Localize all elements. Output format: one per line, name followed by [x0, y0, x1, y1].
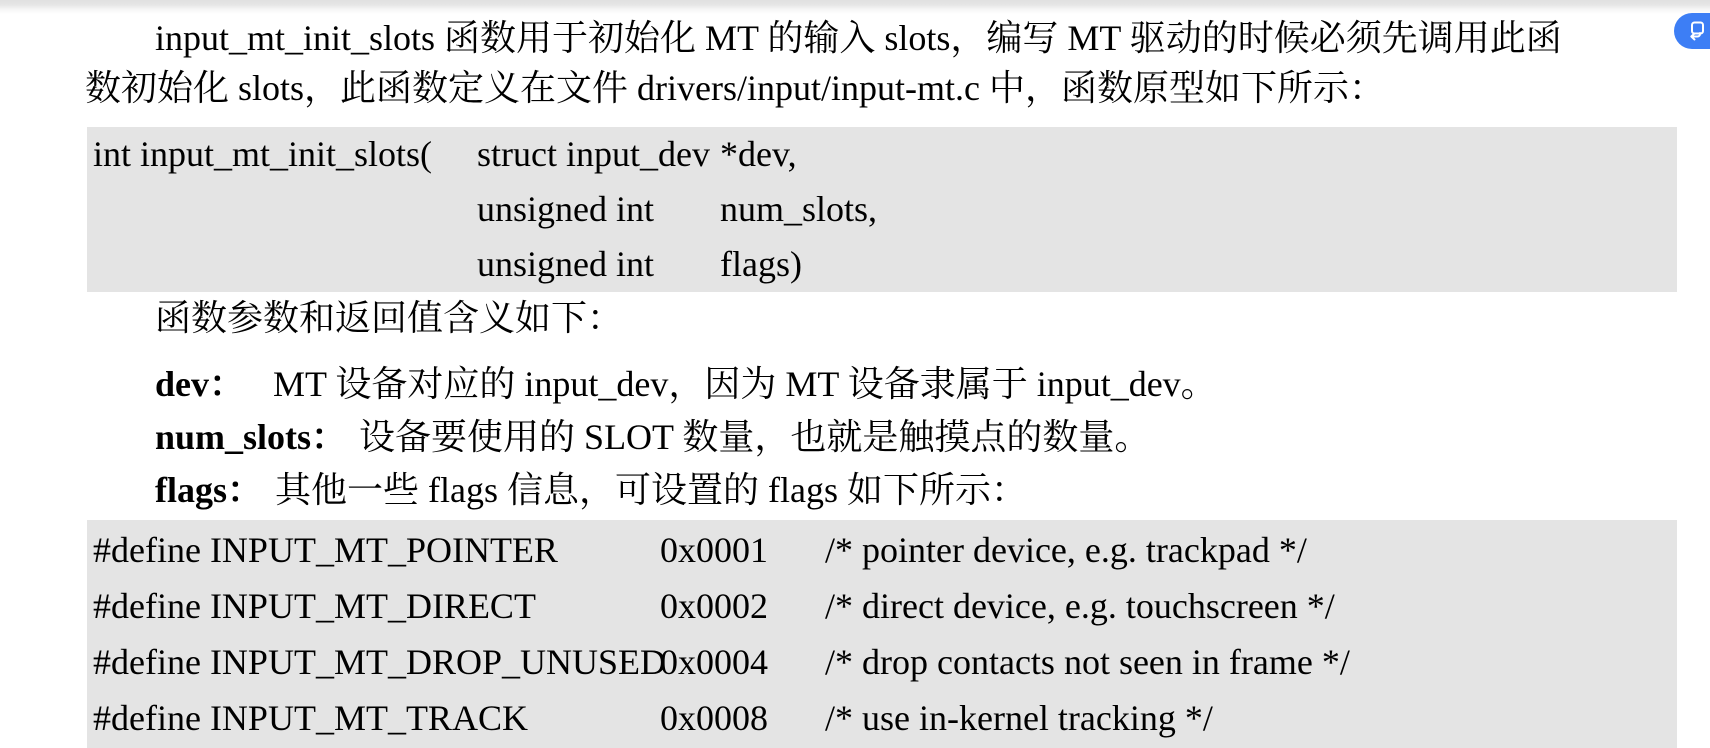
define-name: #define INPUT_MT_TRACK: [93, 698, 528, 738]
define-comment: /* direct device, e.g. touchscreen */: [825, 586, 1335, 626]
param-term: num_slots：: [155, 417, 348, 457]
intro-line-2: 数初始化 slots，此函数定义在文件 drivers/input/input-mt.c 中，函数原型如下所示：: [85, 68, 1385, 108]
define-value: 0x0001: [660, 530, 768, 570]
define-comment: /* drop contacts not seen in frame */: [825, 642, 1350, 682]
param-desc: 其他一些 flags 信息，可设置的 flags 如下所示：: [275, 470, 1027, 510]
prototype-col3: *dev,: [720, 134, 797, 174]
param-line-dev: [155, 358, 1217, 411]
param-desc: MT 设备对应的 input_dev，因为 MT 设备隶属于 input_dev。: [273, 364, 1217, 404]
translate-window-arrow-icon: [1684, 20, 1706, 42]
define-name: #define INPUT_MT_DIRECT: [93, 586, 536, 626]
param-desc: 设备要使用的 SLOT 数量，也就是触摸点的数量。: [359, 417, 1151, 457]
define-row: [87, 522, 1677, 578]
params-intro: 函数参数和返回值含义如下：: [155, 298, 624, 338]
function-prototype-block: [87, 127, 1677, 292]
define-comment: /* use in-kernel tracking */: [825, 698, 1213, 738]
translate-button[interactable]: [1674, 13, 1710, 49]
prototype-col1: [93, 182, 477, 237]
intro-line-1: input_mt_init_slots 函数用于初始化 MT 的输入 slots，编写 MT 驱动的时候必须先调用此函: [155, 18, 1562, 58]
define-row: [87, 578, 1677, 634]
prototype-col2: unsigned int: [477, 189, 654, 229]
define-comment: /* pointer device, e.g. trackpad */: [825, 530, 1307, 570]
prototype-row: [87, 237, 1677, 292]
flag-defines-block: [87, 520, 1677, 748]
prototype-col1: [93, 237, 477, 292]
define-row: [87, 634, 1677, 690]
define-value: 0x0002: [660, 586, 768, 626]
define-value: 0x0004: [660, 642, 768, 682]
prototype-col2: unsigned int: [477, 244, 654, 284]
param-line-flags: [155, 464, 1027, 517]
define-row: [87, 690, 1677, 746]
define-value: 0x0008: [660, 698, 768, 738]
define-name: #define INPUT_MT_DROP_UNUSED: [93, 642, 666, 682]
prototype-col3: flags): [720, 244, 802, 284]
define-name: #define INPUT_MT_POINTER: [93, 530, 558, 570]
prototype-col3: num_slots,: [720, 189, 878, 229]
prototype-col2: struct input_dev: [477, 134, 710, 174]
param-line-num-slots: [155, 411, 1150, 464]
prototype-row: [87, 182, 1677, 237]
param-term: flags：: [155, 470, 264, 510]
param-term: dev：: [155, 364, 246, 404]
prototype-col1: int input_mt_init_slots(: [93, 134, 433, 174]
prototype-row: [87, 127, 1677, 182]
